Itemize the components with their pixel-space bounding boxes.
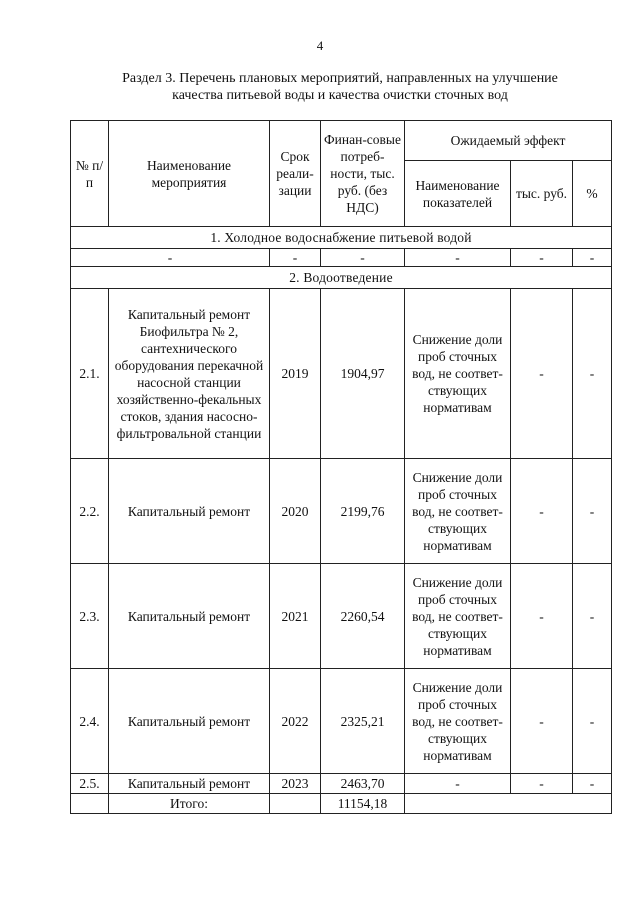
cell-num: 2.5. [71, 774, 109, 794]
cell-finance: 2325,21 [321, 669, 405, 774]
page-number: 4 [316, 38, 324, 53]
cell-pct: - [573, 289, 612, 459]
cell-pct: - [573, 669, 612, 774]
cell-term: 2019 [270, 289, 321, 459]
cell-finance: 2260,54 [321, 564, 405, 669]
cell-num: 2.3. [71, 564, 109, 669]
header-finance: Финан-совые потреб-ности, тыс. руб. (без НДС) [321, 121, 405, 227]
cell-indicator: Снижение доли проб сточных вод, не соответ-ствующих нормативам [405, 459, 511, 564]
cell-indicator: Снижение доли проб сточных вод, не соответ-ствующих нормативам [405, 564, 511, 669]
cell-term: 2023 [270, 774, 321, 794]
table-row [71, 289, 612, 459]
table-row [71, 564, 612, 669]
cell-finance: 1904,97 [321, 289, 405, 459]
cell-name: Капитальный ремонт [109, 564, 270, 669]
header-effect: Ожидаемый эффект [405, 121, 612, 161]
cell-term: 2020 [270, 459, 321, 564]
section-row-2 [71, 267, 612, 289]
heading-line-1: Раздел 3. Перечень плановых мероприятий, направленных на улучшение [122, 71, 558, 86]
cell-rub: - [511, 249, 573, 267]
cell-finance: 2463,70 [321, 774, 405, 794]
measures-table [70, 120, 612, 814]
header-name: Наименование мероприятия [109, 121, 270, 227]
header-percent: % [573, 161, 612, 227]
cell-num: 2.1. [71, 289, 109, 459]
header-indicator: Наименование показателей [405, 161, 511, 227]
section-row-1 [71, 227, 612, 249]
cell-term: - [270, 249, 321, 267]
section-title-2: 2. Водоотведение [71, 267, 612, 289]
table-row [71, 774, 612, 794]
cell-pct: - [573, 459, 612, 564]
heading-line-2: качества питьевой воды и качества очистки сточных вод [172, 88, 508, 103]
cell-indicator: - [405, 249, 511, 267]
header-term: Срок реали-зации [270, 121, 321, 227]
cell-term: 2022 [270, 669, 321, 774]
cell-num: 2.4. [71, 669, 109, 774]
table-row [71, 459, 612, 564]
section-heading [70, 70, 610, 104]
total-row [71, 794, 612, 814]
cell-pct: - [573, 249, 612, 267]
cell-pct: - [573, 774, 612, 794]
cell-effect-empty [405, 794, 612, 814]
cell-rub: - [511, 564, 573, 669]
cell-pct: - [573, 564, 612, 669]
cell-num-empty [71, 794, 109, 814]
cell-indicator: - [405, 774, 511, 794]
cell-name: - [71, 249, 270, 267]
cell-name: Капитальный ремонт [109, 669, 270, 774]
cell-rub: - [511, 459, 573, 564]
cell-name: Капитальный ремонт Биофильтра № 2, сантехнического оборудования перекачной насосной станции хозяйственно-фекальных стоков, здания насосно-фильтровальной станции [109, 289, 270, 459]
cell-term-empty [270, 794, 321, 814]
header-thousand-rub: тыс. руб. [511, 161, 573, 227]
cell-indicator: Снижение доли проб сточных вод, не соответ-ствующих нормативам [405, 669, 511, 774]
cell-indicator: Снижение доли проб сточных вод, не соответ-ствующих нормативам [405, 289, 511, 459]
cell-term: 2021 [270, 564, 321, 669]
cell-rub: - [511, 669, 573, 774]
cell-num: 2.2. [71, 459, 109, 564]
cell-rub: - [511, 289, 573, 459]
header-num: № п/п [71, 121, 109, 227]
cell-finance: - [321, 249, 405, 267]
table-row [71, 249, 612, 267]
table-row [71, 669, 612, 774]
cell-finance: 2199,76 [321, 459, 405, 564]
section-title-1: 1. Холодное водоснабжение питьевой водой [71, 227, 612, 249]
total-label: Итого: [109, 794, 270, 814]
cell-rub: - [511, 774, 573, 794]
table-header-row [71, 121, 612, 161]
cell-name: Капитальный ремонт [109, 774, 270, 794]
cell-name: Капитальный ремонт [109, 459, 270, 564]
total-finance: 11154,18 [321, 794, 405, 814]
